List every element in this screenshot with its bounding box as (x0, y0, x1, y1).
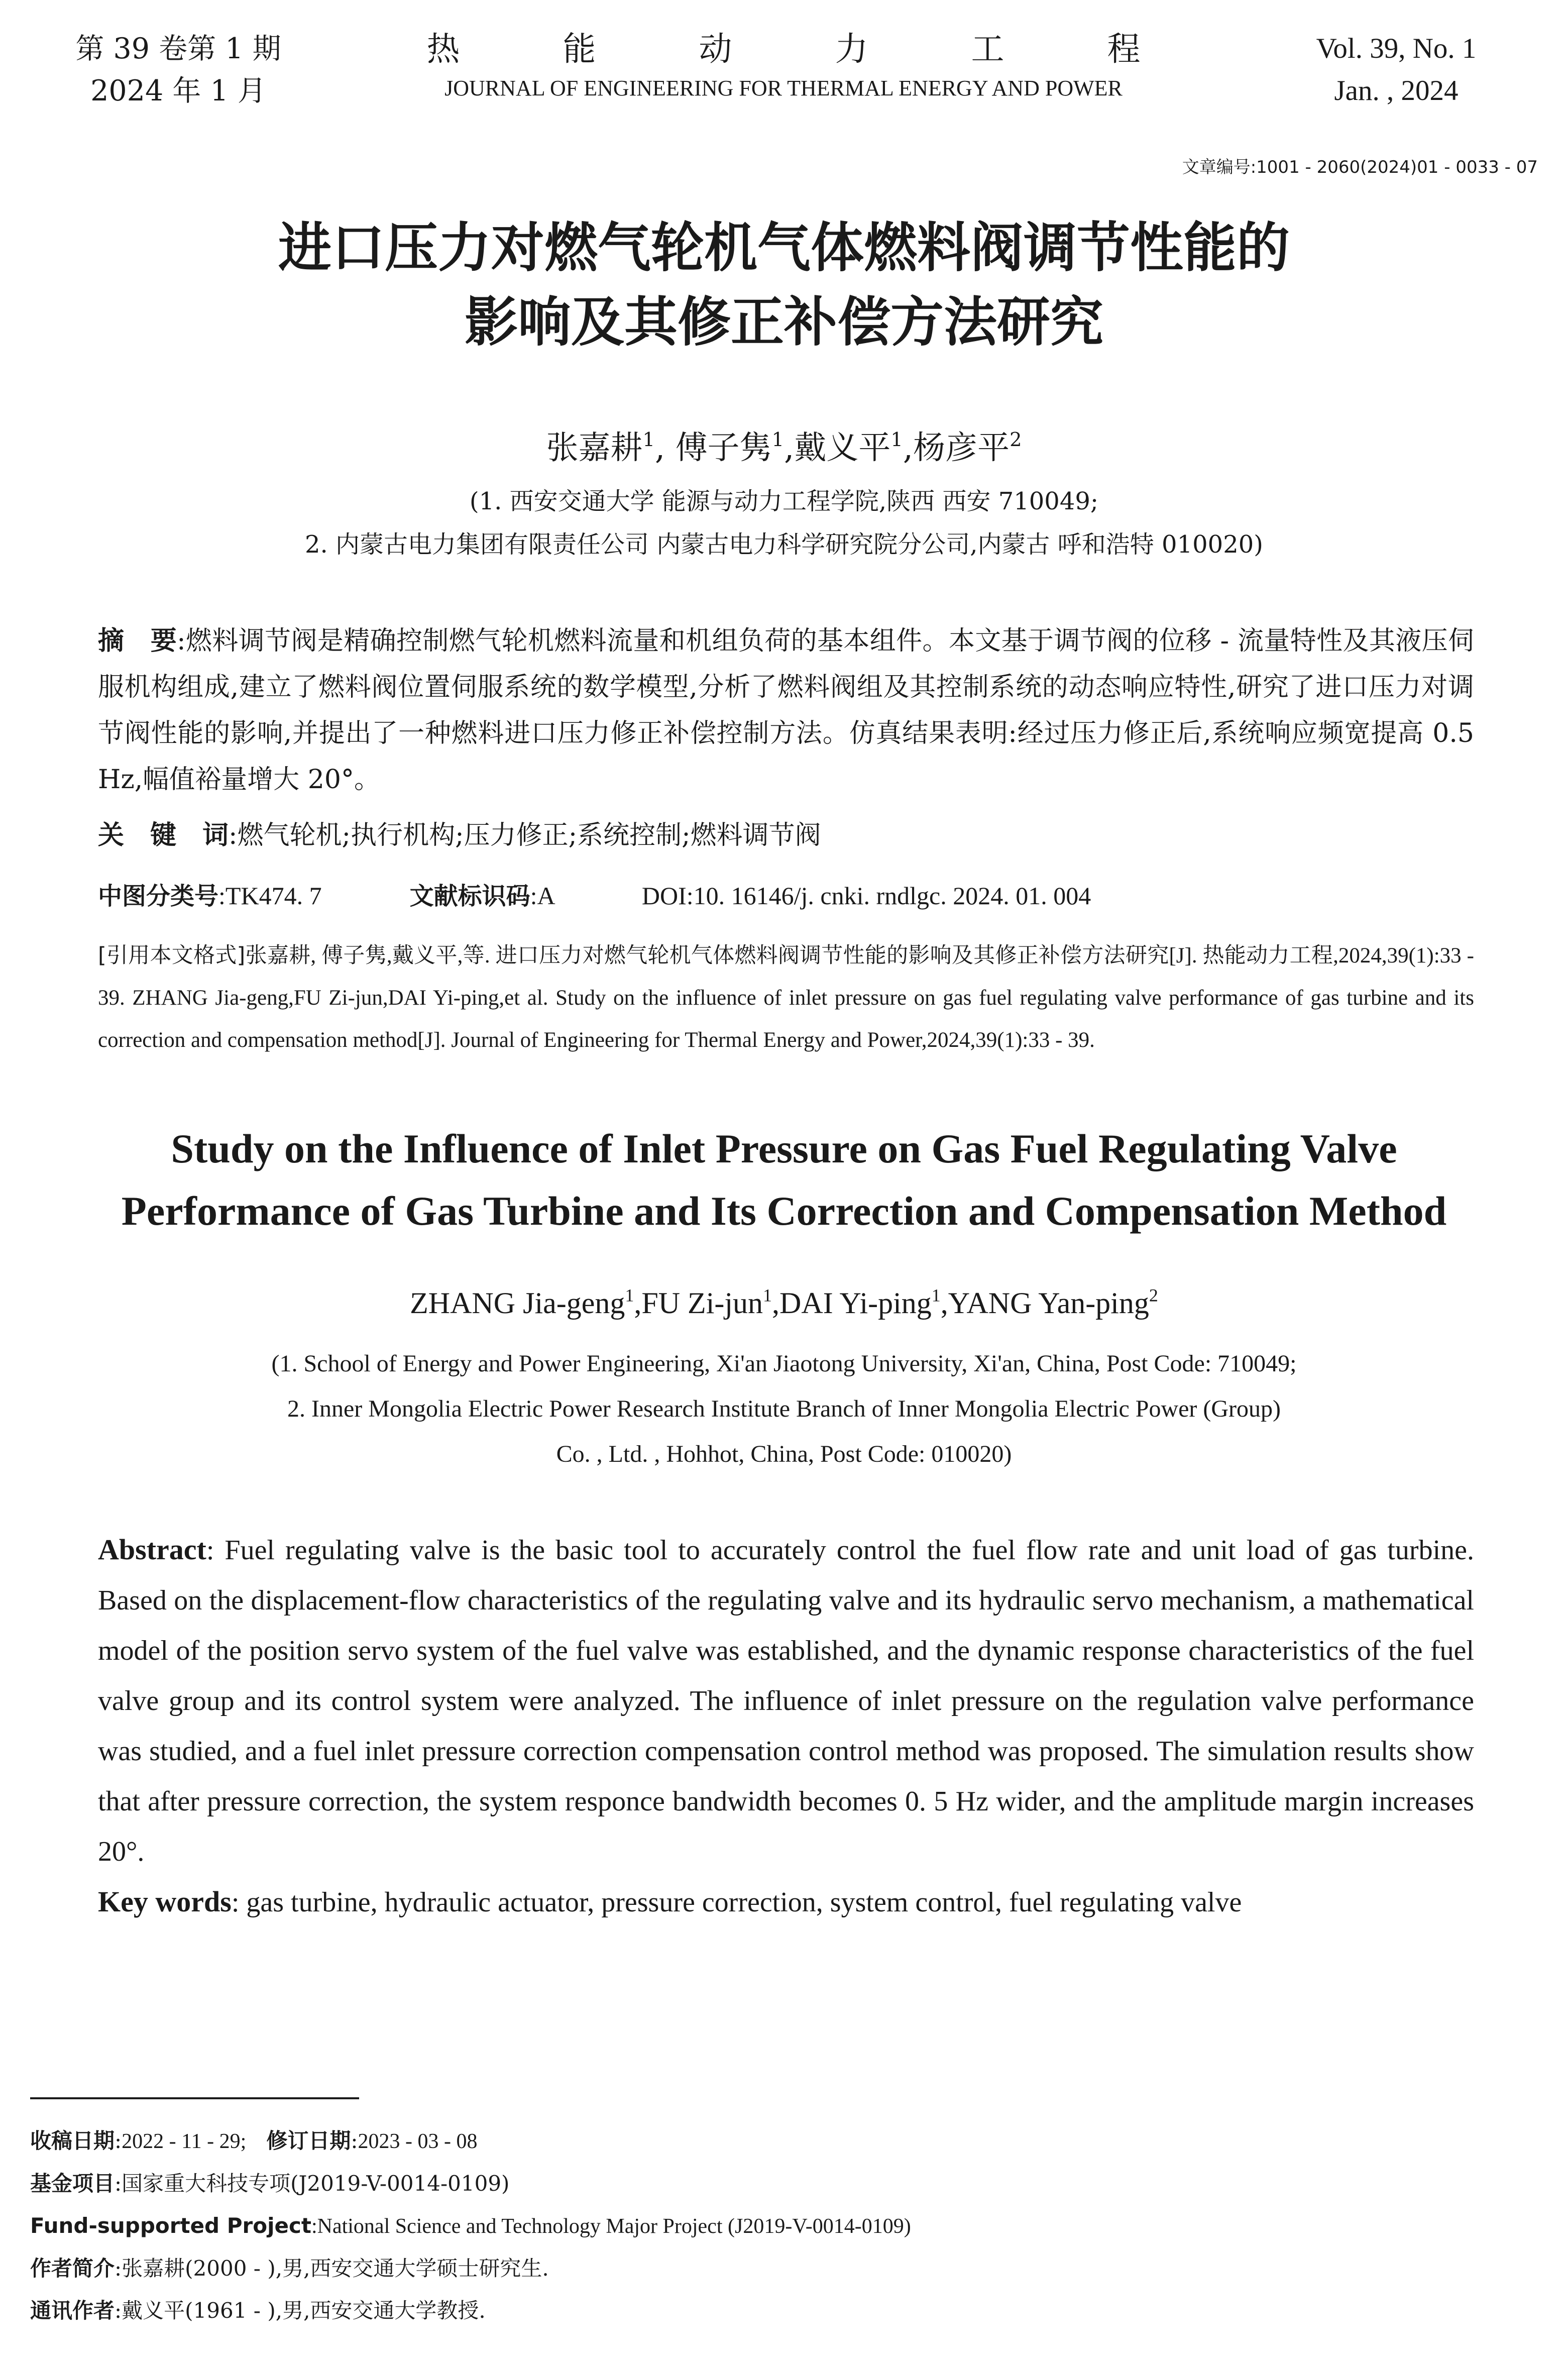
fund-value: 国家重大科技专项(J2019-V-0014-0109) (122, 2171, 510, 2196)
issue-info-en (1286, 28, 1507, 112)
affiliations-en (0, 1341, 1568, 1477)
footnote-received: 收稿日期:2022 - 11 - 29; 修订日期:2023 - 03 - 08 (30, 2128, 478, 2153)
author-name: 傅子隽 (675, 430, 772, 467)
fund-label: 基金项目 (30, 2171, 115, 2196)
footnote-fund: 基金项目:国家重大科技专项(J2019-V-0014-0109) (30, 2171, 510, 2196)
author-bio-value: 张嘉耕(2000 - ),男,西安交通大学硕士研究生. (122, 2256, 549, 2281)
clc-value: TK474. 7 (225, 882, 322, 910)
author-affiliation-mark: 1 (763, 1285, 772, 1306)
keywords-en-text: gas turbine, hydraulic actuator, pressure correction, system control, fuel regulating valve (246, 1887, 1242, 1918)
title-en-line1: Study on the Influence of Inlet Pressure on Gas Fuel Regulating Valve (171, 1126, 1397, 1171)
revised-date: 2023 - 03 - 08 (358, 2130, 478, 2153)
date-cn: 2024 年 1 月 (90, 74, 266, 108)
article-number: 文章编号:1001 - 2060(2024)01 - 0033 - 07 (1182, 157, 1538, 177)
received-date: 2022 - 11 - 29; (122, 2130, 247, 2153)
affiliation-en-line: Co. , Ltd. , Hohhot, China, Post Code: 010020) (556, 1441, 1012, 1467)
keywords-cn-label: 关 键 词 (98, 820, 229, 850)
abstract-cn: 摘 要:燃料调节阀是精确控制燃气轮机燃料流量和机组负荷的基本组件。本文基于调节阀的位移 - 流量特性及其液压伺服机构组成,建立了燃料阀位置伺服系统的数学模型,分析了燃料阀组及其控制系统的动态响应特性,研究了进口压力对调节阀性能的影响,并提出了一种燃料进口压力修正补偿控制方法。仿真结果表明:经过压力修正后,系统响应频宽提高 0.5 Hz,幅值裕量增大 20°。 (98, 626, 1474, 795)
abstract-en-label: Abstract (98, 1533, 206, 1566)
affiliation-en-line: (1. School of Energy and Power Engineering, Xi'an Jiaotong University, Xi'an, China, Post Code: 710049; (271, 1350, 1297, 1377)
footnote-author: 作者简介:张嘉耕(2000 - ),男,西安交通大学硕士研究生. (30, 2256, 549, 2281)
author-affiliation-mark: 1 (642, 428, 655, 452)
author-affiliation-mark: 2 (1010, 428, 1022, 452)
journal-name-en: JOURNAL OF ENGINEERING FOR THERMAL ENERGY AND POWER (444, 76, 1123, 100)
affiliation-cn-line: (1. 西安交通大学 能源与动力工程学院,陕西 西安 710049; (469, 487, 1099, 515)
received-label: 收稿日期 (30, 2128, 115, 2153)
author-name: FU Zi-jun (641, 1286, 763, 1320)
doi: DOI:10. 16146/j. cnki. rndlgc. 2024. 01. 004 (641, 882, 1091, 910)
author-name: 杨彦平 (913, 430, 1010, 467)
issue-info (65, 28, 291, 112)
date-en: Jan. , 2024 (1334, 75, 1459, 106)
authors-cn: 张嘉耕$^1$, 傅子隽$^1$,戴义平$^1$,杨彦平$^2$ (546, 428, 1022, 467)
citation-format (98, 934, 1474, 1061)
classification-line: 中图分类号:TK474. 7 文献标识码:A DOI:10. 16146/j. cnki. rndlgc. 2024. 01. 004 (98, 882, 1091, 910)
author-affiliation-mark: 2 (1149, 1285, 1158, 1306)
affiliation-en-line: 2. Inner Mongolia Electric Power Research Institute Branch of Inner Mongolia Electric Power (Group) (287, 1396, 1281, 1422)
abstract-en-text: Fuel regulating valve is the basic tool to accurately control the fuel flow rate and unit load of gas turbine. Based on the displacement-flow characteristics of the regulating valve and its hydraulic servo mechanism, a mathematical model of the position servo system of the fuel valve was established, and the dynamic response characteristics of the fuel valve group and its control system were analyzed. The influence of inlet pressure on the regulation valve performance was studied, and a fuel inlet pressure correction compensation control method was proposed. The simulation results show that after pressure correction, the system responce bandwidth becomes 0. 5 Hz wider, and the amplitude margin increases 20°. (98, 1535, 1474, 1867)
doc-code-value: A (537, 882, 554, 910)
fund-en-label: Fund-supported Project (30, 2213, 311, 2238)
doc-code-label: 文献标识码 (409, 882, 530, 910)
title-cn-line2: 影响及其修正补偿方法研究 (465, 291, 1103, 353)
fund-en-value: National Science and Technology Major Project (J2019-V-0014-0109) (317, 2215, 911, 2238)
journal-name-cn: 热能动力工程 (426, 30, 1244, 68)
footnote-divider (30, 2097, 359, 2099)
author-name: 戴义平 (794, 430, 891, 467)
author-name: DAI Yi-ping (779, 1286, 932, 1320)
corresponding-value: 戴义平(1961 - ),男,西安交通大学教授. (122, 2298, 486, 2323)
affiliation-cn-line: 2. 内蒙古电力集团有限责任公司 内蒙古电力科学研究院分公司,内蒙古 呼和浩特 010020) (304, 530, 1264, 559)
author-affiliation-mark: 1 (890, 428, 903, 452)
footnote-corresponding: 通讯作者:戴义平(1961 - ),男,西安交通大学教授. (30, 2298, 486, 2323)
affiliations-cn (0, 480, 1568, 566)
author-name: 张嘉耕 (546, 430, 643, 467)
keywords-cn-text: 燃气轮机;执行机构;压力修正;系统控制;燃料调节阀 (237, 820, 821, 850)
revised-label: 修订日期 (266, 2128, 351, 2153)
author-name: YANG Yan-ping (948, 1286, 1149, 1320)
author-affiliation-mark: 1 (625, 1285, 634, 1306)
abstract-cn-label: 摘 要 (98, 626, 177, 656)
keywords-cn: 关 键 词:燃气轮机;执行机构;压力修正;系统控制;燃料调节阀 (98, 820, 821, 850)
author-name: ZHANG Jia-geng (410, 1286, 625, 1320)
title-cn-line1: 进口压力对燃气轮机气体燃料阀调节性能的 (278, 217, 1290, 279)
clc-label: 中图分类号 (98, 882, 219, 910)
footnotes (30, 2120, 1537, 2332)
title-cn (0, 211, 1568, 360)
authors-en: ZHANG Jia-geng$^1$,FU Zi-jun$^1$,DAI Yi-ping$^1$,YANG Yan-ping$^2$ (410, 1285, 1158, 1320)
title-en-line2: Performance of Gas Turbine and Its Correction and Compensation Method (121, 1188, 1447, 1234)
abstract-en: Abstract: Fuel regulating valve is the basic tool to accurately control the fuel flow rate and unit load of gas turbine. Based on the displacement-flow characteristics of the regulating valve and its hydraulic servo mechanism, a mathematical model of the position servo system of the fuel valve was established, and the dynamic response characteristics of the fuel valve group and its control system were analyzed. The influence of inlet pressure on the regulation valve performance was studied, and a fuel inlet pressure correction compensation control method was proposed. The simulation results show that after pressure correction, the system responce bandwidth becomes 0. 5 Hz wider, and the amplitude margin increases 20°. Key words: gas turbine, hydraulic actuator, pressure correction, system control, fuel regulating valve (98, 1533, 1474, 1918)
author-affiliation-mark: 1 (771, 428, 784, 452)
volume-issue-cn: 第 39 卷第 1 期 (75, 32, 281, 65)
footnote-fund-en: Fund-supported Project:National Science and Technology Major Project (J2019-V-0014-0109) (30, 2213, 911, 2238)
corresponding-label: 通讯作者 (30, 2298, 115, 2323)
author-affiliation-mark: 1 (931, 1285, 941, 1306)
keywords-en-label: Key words (98, 1885, 232, 1918)
author-bio-label: 作者简介 (30, 2256, 115, 2281)
citation-text: 张嘉耕, 傅子隽,戴义平,等. 进口压力对燃气轮机气体燃料阀调节性能的影响及其修正补偿方法研究[J]. 热能动力工程,2024,39(1):33 - 39. ZHANG Jia-geng,FU Zi-jun,DAI Yi-ping,et al. Study on the influence of inlet pressure on gas fuel regulating valve performance of gas turbine and its correction and compensation method[J]. Journal of Engineering for Thermal Energy and Power,2024,39(1):33 - 39. (98, 944, 1474, 1052)
abstract-cn-text: 燃料调节阀是精确控制燃气轮机燃料流量和机组负荷的基本组件。本文基于调节阀的位移 - 流量特性及其液压伺服机构组成,建立了燃料阀位置伺服系统的数学模型,分析了燃料阀组及其控制系统的动态响应特性,研究了进口压力对调节阀性能的影响,并提出了一种燃料进口压力修正补偿控制方法。仿真结果表明:经过压力修正后,系统响应频宽提高 0.5 Hz,幅值裕量增大 20°。 (98, 626, 1474, 795)
volume-issue-en: Vol. 39, No. 1 (1316, 33, 1477, 64)
title-en (0, 1118, 1568, 1242)
journal-name (352, 28, 1244, 106)
citation-label: [引用本文格式] (98, 943, 246, 968)
